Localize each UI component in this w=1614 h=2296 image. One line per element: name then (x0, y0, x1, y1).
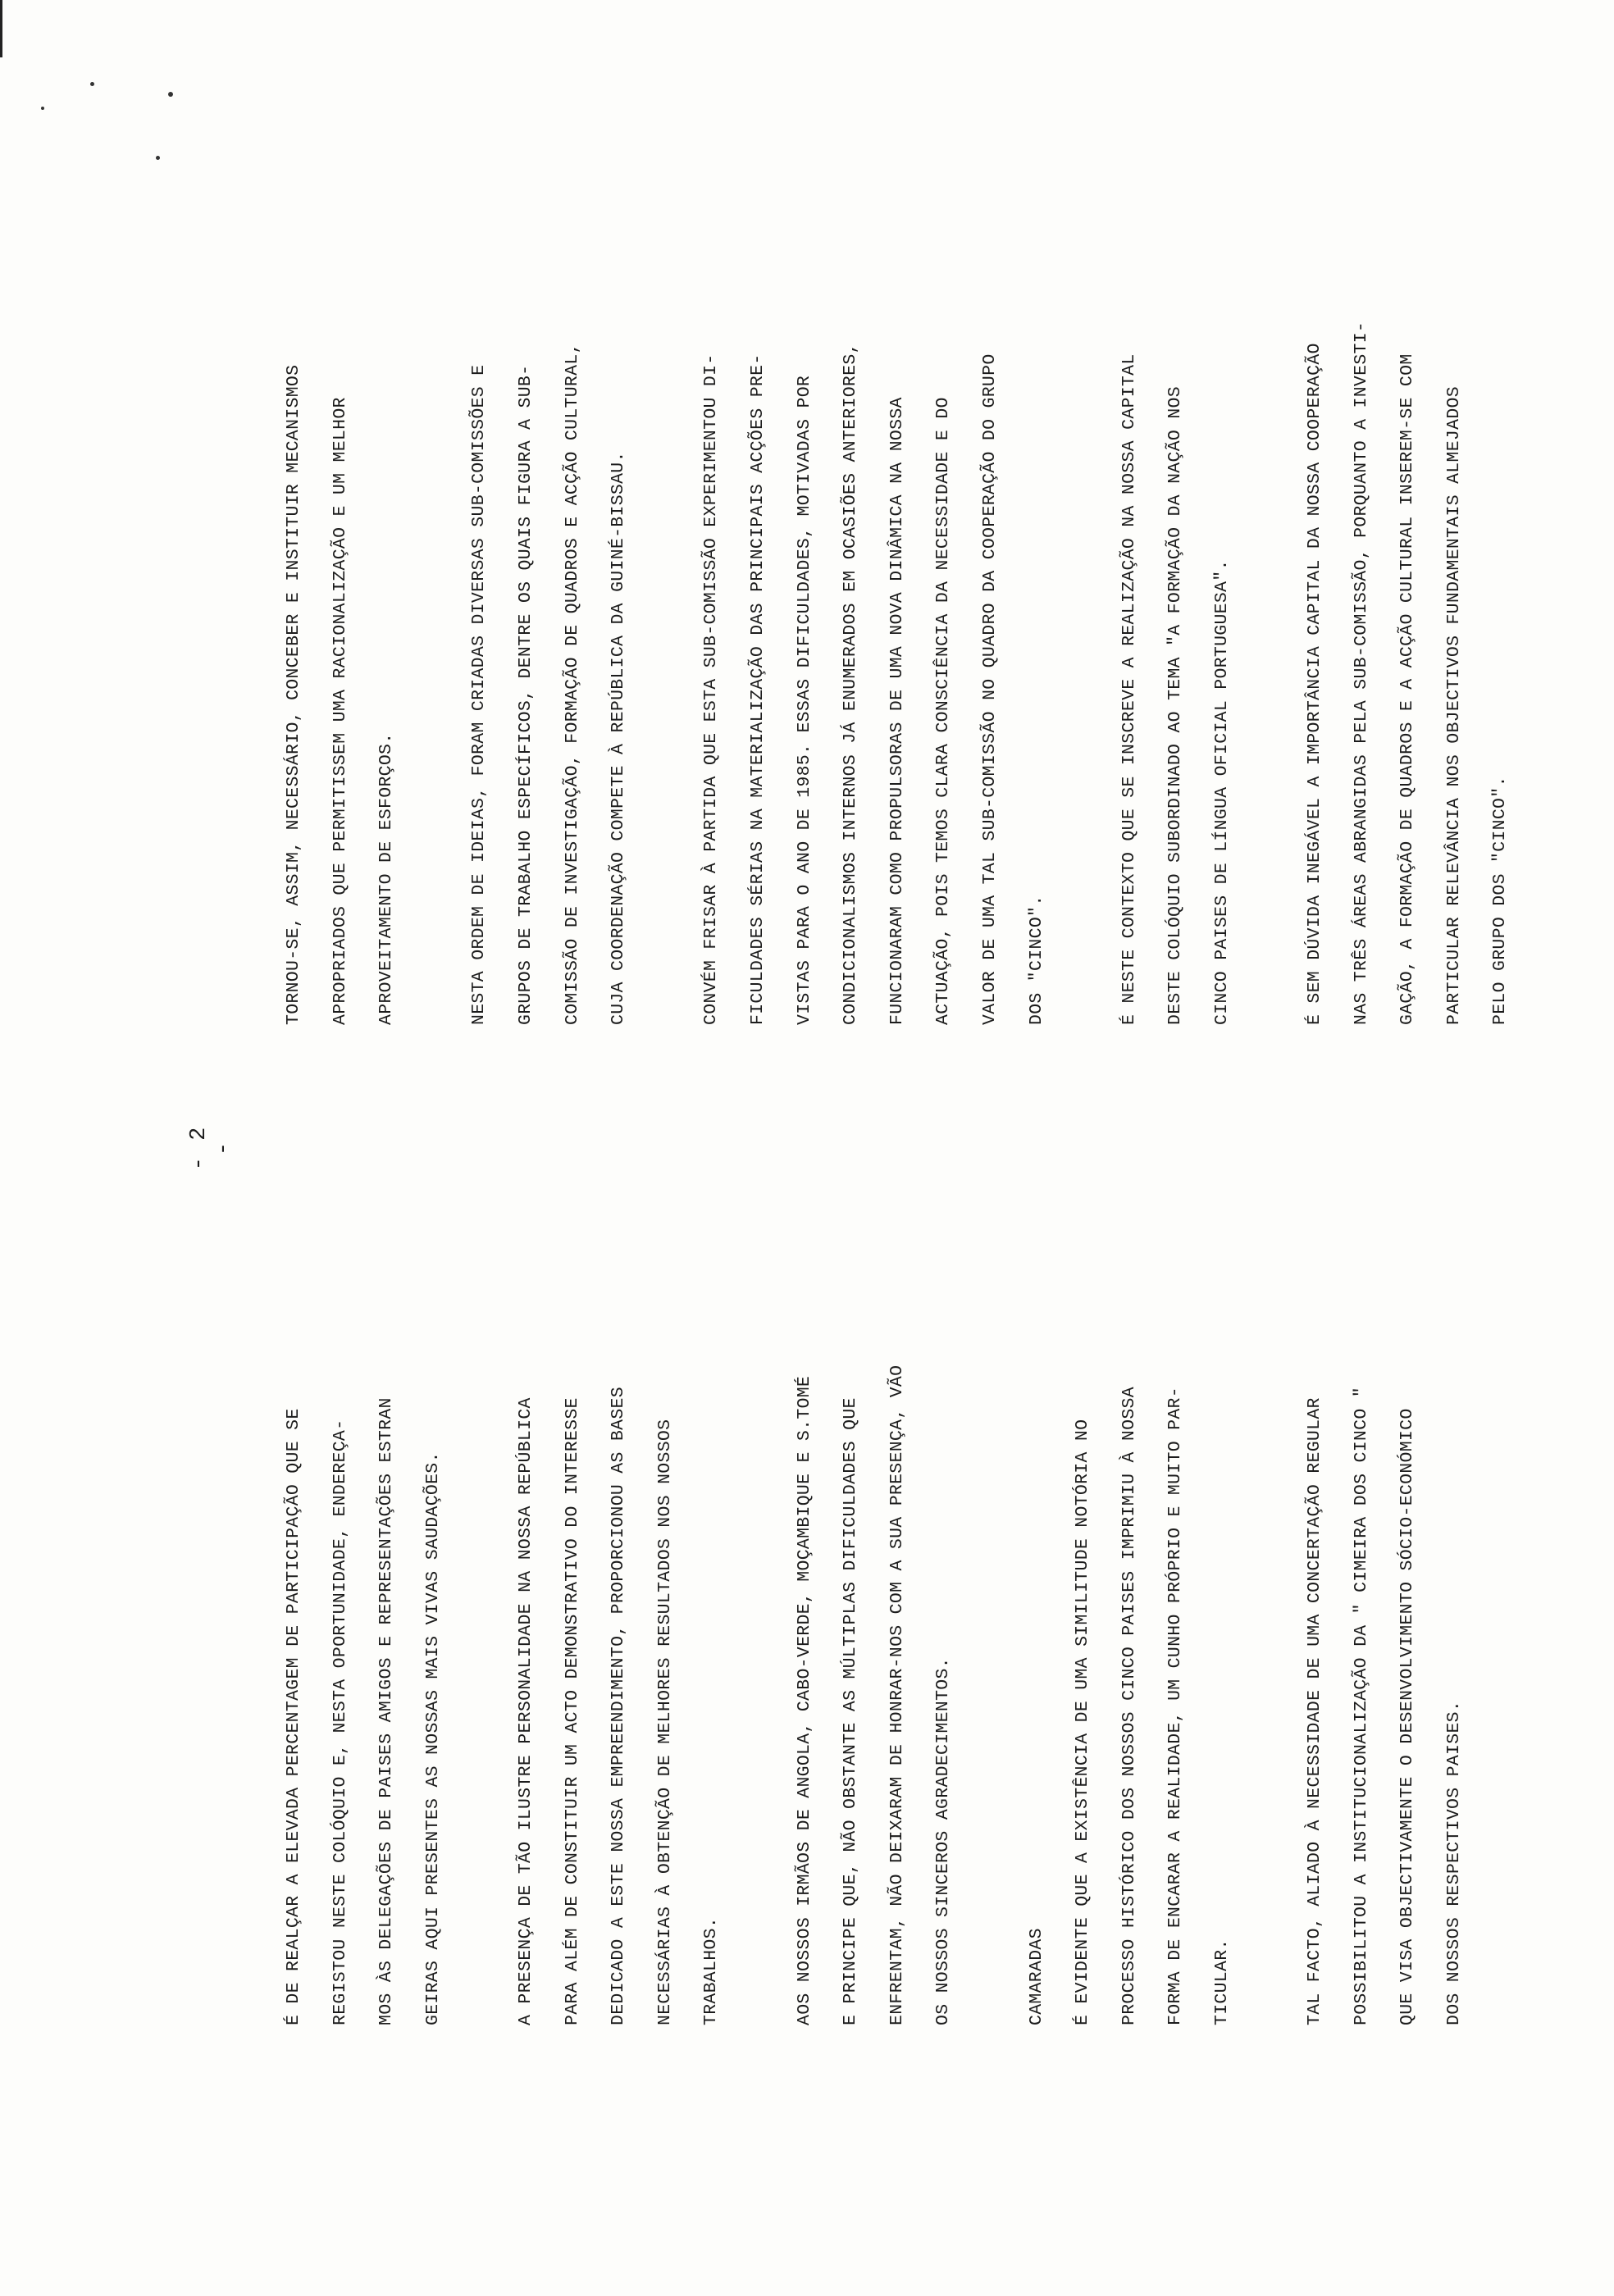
text-line: GRUPOS DE TRABALHO ESPECÍFICOS, DENTRE OS QUAIS FIGURA A SUB- (515, 364, 536, 1025)
right-column (271, 139, 1524, 1025)
text-line: GEIRAS AQUI PRESENTES AS NOSSAS MAIS VIVAS SAUDAÇÕES. (422, 1451, 443, 2025)
paragraph-gap (1245, 1140, 1292, 2025)
paragraph-gap (456, 1140, 503, 2025)
text-line: APROVEITAMENTO DE ESFORÇOS. (376, 732, 397, 1025)
paragraph-gap (1060, 139, 1106, 1025)
text-line: VALOR DE UMA TAL SUB-COMISSÃO NO QUADRO DA COOPERAÇÃO DO GRUPO (979, 353, 1000, 1025)
text-line: TRABALHOS. (701, 1916, 722, 2025)
text-line: NESTA ORDEM DE IDEIAS, FORAM CRIADAS DIVERSAS SUB-COMISSÕES E (469, 364, 490, 1025)
text-line: REGISTOU NESTE COLÓQUIO E, NESTA OPORTUNIDADE, ENDEREÇA- (330, 1419, 350, 2025)
text-line: ENFRENTAM, NÃO DEIXARAM DE HONRAR-NOS COM A SUA PRESENÇA, VÃO (887, 1364, 907, 2025)
text-line: PELO GRUPO DOS "CINCO". (1490, 776, 1511, 1025)
paragraph-gap (410, 139, 457, 1025)
text-line: DESTE COLÓQUIO SUBORDINADO AO TEMA "A FORMAÇÃO DA NAÇÃO NOS (1165, 386, 1186, 1025)
text-line: CINCO PAISES DE LÍNGUA OFICIAL PORTUGUESA". (1211, 559, 1232, 1025)
text-line: TICULAR. (1211, 1938, 1232, 2025)
paragraph-gap (967, 1140, 1014, 2025)
left-column (271, 1140, 1477, 2025)
text-line: GAÇÃO, A FORMAÇÃO DE QUADROS E A ACÇÃO CULTURAL INSEREM-SE COM (1397, 353, 1418, 1025)
text-line: É SEM DÚVIDA INEGÁVEL A IMPORTÂNCIA CAPITAL DA NOSSA COOPERAÇÃO (1305, 343, 1325, 1025)
paragraph-gap (1245, 139, 1292, 1025)
paragraph-gap (642, 139, 689, 1025)
text-line: DOS "CINCO". (1026, 895, 1046, 1025)
text-line: AOS NOSSOS IRMÃOS DE ANGOLA, CABO-VERDE, MOÇAMBIQUE E S.TOMÉ (794, 1375, 814, 2025)
text-line: FUNCIONARAM COMO PROPULSORAS DE UMA NOVA DINÂMICA NA NOSSA (887, 397, 907, 1025)
text-line: ACTUAÇÃO, POIS TEMOS CLARA CONSCIÊNCIA DA NECESSIDADE E DO (933, 397, 954, 1025)
text-line: MOS ÀS DELEGAÇÕES DE PAISES AMIGOS E REPRESENTAÇÕES ESTRAN (376, 1397, 397, 2025)
paragraph-gap (735, 1140, 782, 2025)
text-line: NAS TRÊS ÁREAS ABRANGIDAS PELA SUB-COMISSÃO, PORQUANTO A INVESTI- (1351, 321, 1371, 1025)
text-line: COMISSÃO DE INVESTIGAÇÃO, FORMAÇÃO DE QUADROS E ACÇÃO CULTURAL, (562, 343, 582, 1025)
text-line: PARTICULAR RELEVÂNCIA NOS OBJECTIVOS FUNDAMENTAIS ALMEJADOS (1443, 386, 1464, 1025)
text-line: POSSIBILITOU A INSTITUCIONALIZAÇÃO DA " CIMEIRA DOS CINCO " (1351, 1387, 1371, 2025)
text-line: FORMA DE ENCARAR A REALIDADE, UM CUNHO PRÓPRIO E MUITO PAR- (1165, 1387, 1186, 2025)
text-line: QUE VISA OBJECTIVAMENTE O DESENVOLVIMENTO SÓCIO-ECONÓMICO (1397, 1408, 1418, 2025)
text-line: TORNOU-SE, ASSIM, NECESSÁRIO, CONCEBER E INSTITUIR MECANISMOS (284, 364, 303, 1025)
text-line: APROPRIADOS QUE PERMITISSEM UMA RACIONALIZAÇÃO E UM MELHOR (330, 397, 350, 1025)
page-number: - 2 - (187, 1125, 236, 1171)
text-line: NECESSÁRIAS À OBTENÇÃO DE MELHORES RESULTADOS NOS NOSSOS (654, 1419, 675, 2025)
text-line: FICULDADES SÉRIAS NA MATERIALIZAÇÃO DAS PRINCIPAIS ACÇÕES PRE- (747, 353, 768, 1025)
text-line: É DE REALÇAR A ELEVADA PERCENTAGEM DE PARTICIPAÇÃO QUE SE (284, 1408, 303, 2025)
text-line: TAL FACTO, ALIADO À NECESSIDADE DE UMA CONCERTAÇÃO REGULAR (1305, 1397, 1325, 2025)
text-line: É EVIDENTE QUE A EXISTÊNCIA DE UMA SIMILITUDE NOTÓRIA NO (1073, 1419, 1093, 2025)
text-line: DOS NOSSOS RESPECTIVOS PAISES. (1443, 1700, 1464, 2025)
text-line: PARA ALÉM DE CONSTITUIR UM ACTO DEMONSTRATIVO DO INTERESSE (562, 1397, 582, 2025)
text-line: É NESTE CONTEXTO QUE SE INSCREVE A REALIZAÇÃO NA NOSSA CAPITAL (1119, 353, 1139, 1025)
text-line: VISTAS PARA O ANO DE 1985. ESSAS DIFICULDADES, MOTIVADAS POR (794, 375, 814, 1025)
text-line: CUJA COORDENAÇÃO COMPETE À REPÚBLICA DA GUINÉ-BISSAU. (609, 451, 629, 1025)
text-line: A PRESENÇA DE TÃO ILUSTRE PERSONALIDADE NA NOSSA REPÚBLICA (515, 1397, 536, 2025)
text-line: CONDICIONALISMOS INTERNOS JÁ ENUMERADOS EM OCASIÕES ANTERIORES, (841, 343, 861, 1025)
text-line: E PRINCIPE QUE, NÃO OBSTANTE AS MÚLTIPLAS DIFICULDADES QUE (841, 1397, 861, 2025)
text-line: CONVÉM FRISAR À PARTIDA QUE ESTA SUB-COMISSÃO EXPERIMENTOU DI- (701, 353, 722, 1025)
text-line: PROCESSO HISTÓRICO DOS NOSSOS CINCO PAISES IMPRIMIU À NOSSA (1119, 1387, 1139, 2025)
text-line: DEDICADO A ESTE NOSSA EMPREENDIMENTO, PROPORCIONOU AS BASES (609, 1387, 629, 2025)
text-line: CAMARADAS (1026, 1928, 1046, 2025)
text-line: OS NOSSOS SINCEROS AGRADECIMENTOS. (933, 1657, 954, 2025)
